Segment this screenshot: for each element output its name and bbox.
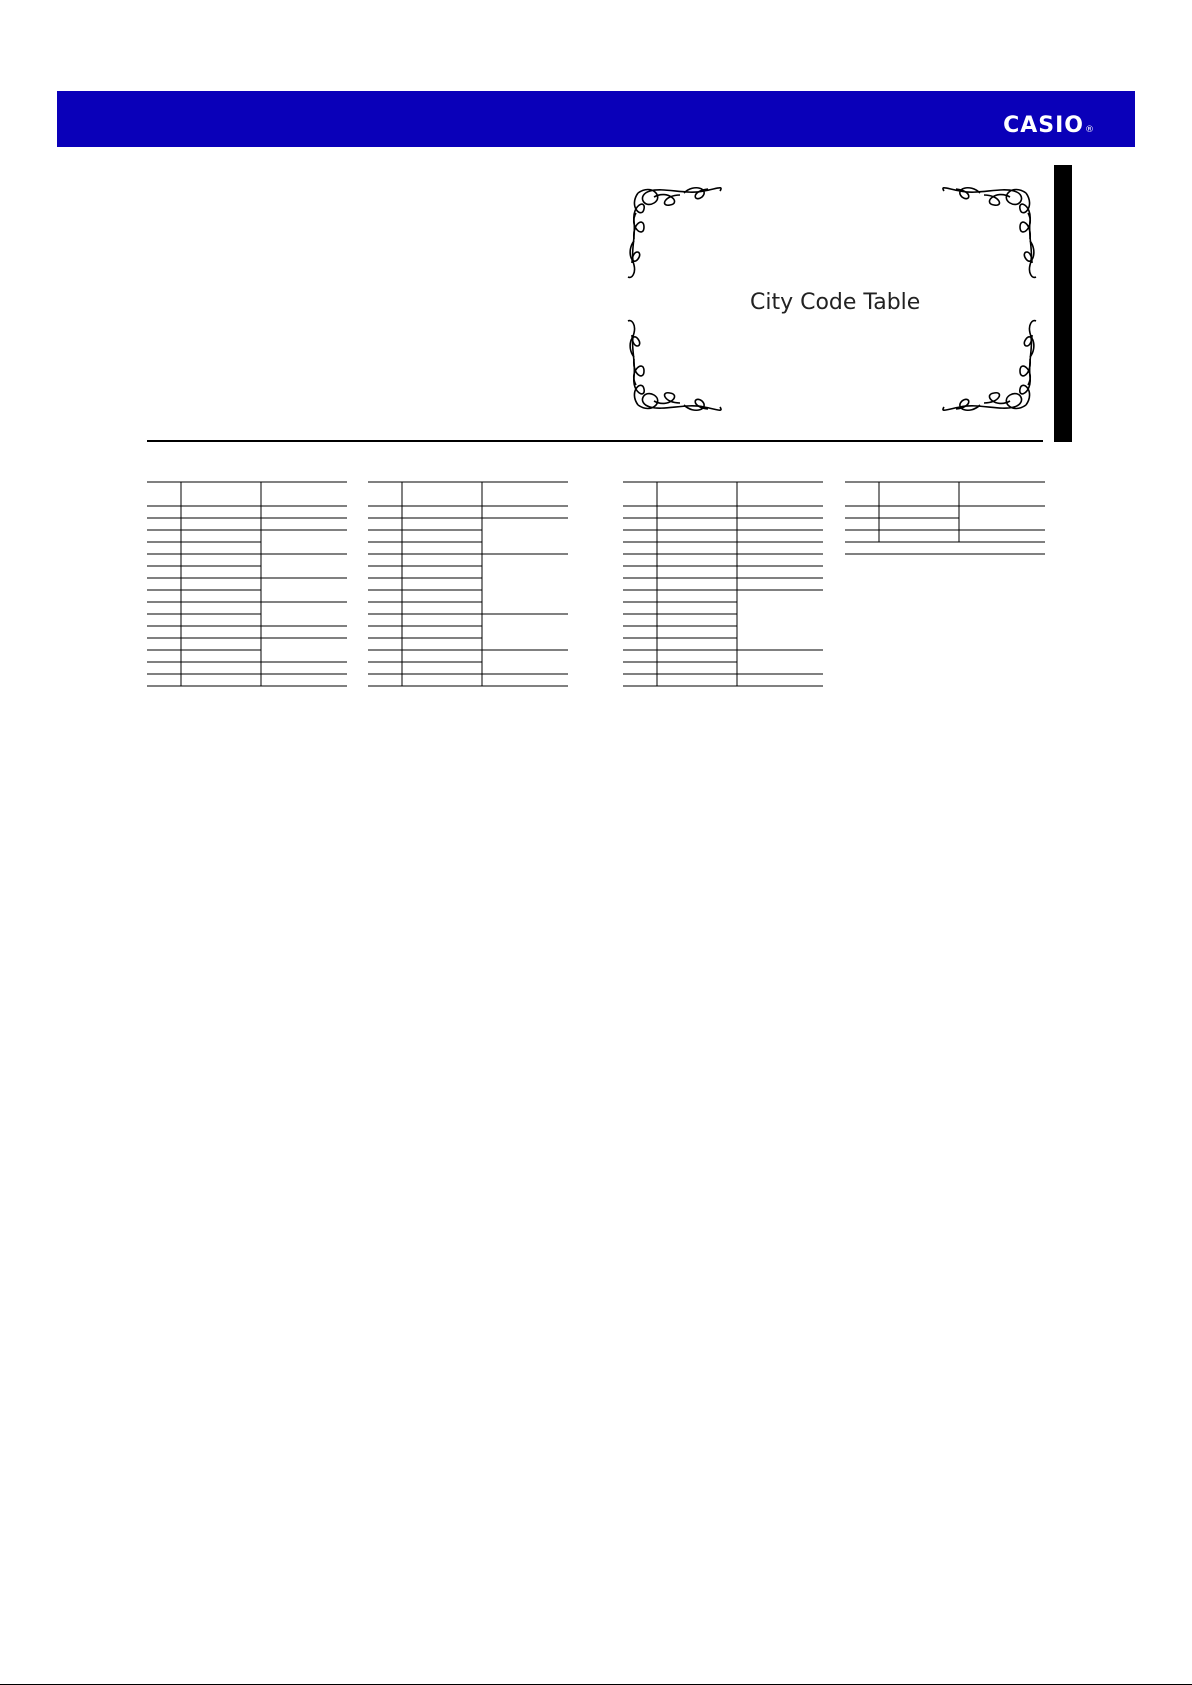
header-bar (57, 91, 1135, 147)
flourish-ornament (628, 188, 721, 278)
registered-mark: ® (1085, 125, 1095, 135)
city-code-table-4 (845, 480, 1045, 556)
side-tab-marker (1054, 165, 1072, 442)
city-code-table-2 (368, 480, 568, 688)
brand-name: CASIO (1003, 113, 1084, 138)
casio-logo (1003, 115, 1095, 137)
section-divider (147, 440, 1043, 442)
city-code-table-1 (147, 480, 347, 688)
city-code-table-3 (623, 480, 823, 688)
page-title: City Code Table (750, 290, 921, 315)
